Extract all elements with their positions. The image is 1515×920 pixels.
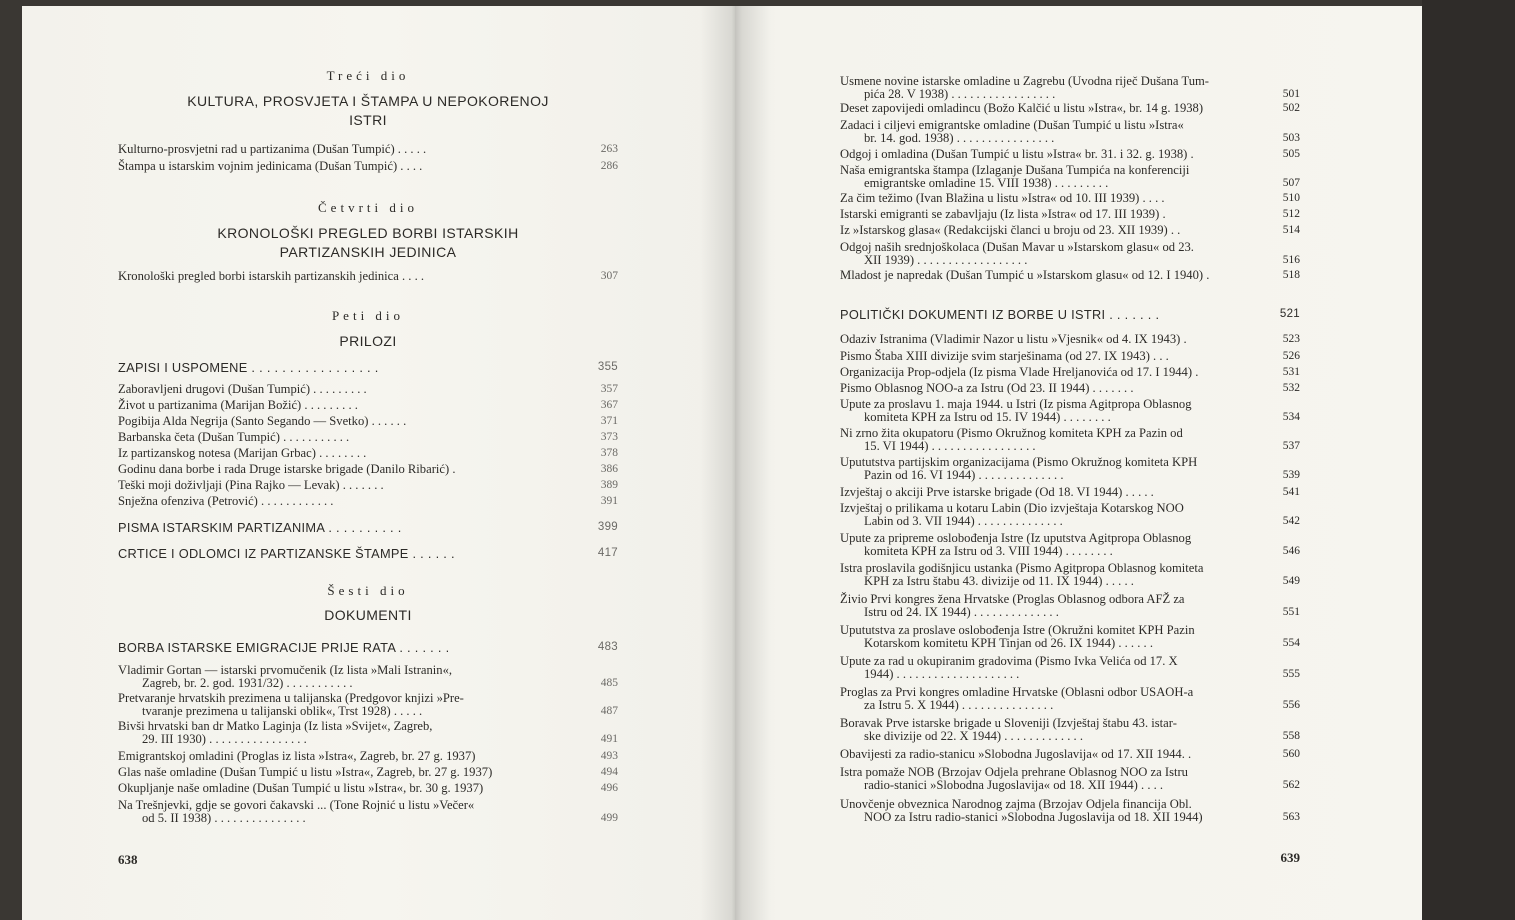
toc-entry bbox=[840, 766, 1300, 792]
toc-entry-text-cont: Kotarskom komitetu KPH Tinjan od 26. IX 1944) . . . . . . bbox=[864, 636, 1153, 650]
toc-entry-text-cont: 15. VI 1944) . . . . . . . . . . . . . . . . . bbox=[864, 439, 1036, 453]
toc-entry bbox=[118, 766, 618, 779]
toc-entry bbox=[840, 798, 1300, 824]
toc-entry bbox=[840, 624, 1300, 650]
toc-entry-text: Organizacija Prop-odjela (Iz pisma Vlade Hreljanovića od 17. I 1944) . bbox=[840, 365, 1199, 379]
toc-entry-text: Barbanska četa (Dušan Tumpić) . . . . . . . . . . . bbox=[118, 430, 350, 444]
toc-entry bbox=[118, 383, 618, 396]
toc-page-number: 560 bbox=[1282, 748, 1300, 760]
toc-page-number: 534 bbox=[1282, 411, 1300, 423]
toc-page-number: 263 bbox=[600, 143, 618, 155]
toc-entry-text-cont: za Istru 5. X 1944) . . . . . . . . . . . . . . . bbox=[864, 698, 1054, 712]
toc-page-number: 483 bbox=[597, 641, 618, 653]
toc-page-number: 286 bbox=[600, 160, 618, 172]
toc-entry bbox=[840, 208, 1300, 221]
toc-entry bbox=[840, 398, 1300, 424]
toc-entry-text: Život u partizanima (Marijan Božić) . . . . . . . . . bbox=[118, 398, 358, 412]
toc-page-number: 487 bbox=[600, 705, 618, 717]
toc-entry bbox=[118, 160, 618, 173]
left-page-folio: 638 bbox=[118, 852, 138, 867]
toc-entry-text: Bivši hrvatski ban dr Matko Laginja (Iz lista »Svijet«, Zagreb, bbox=[118, 719, 433, 733]
part4-title-line2: PARTIZANSKIH JEDINICA bbox=[279, 244, 457, 260]
toc-page-number: 357 bbox=[600, 383, 618, 395]
toc-page-number: 558 bbox=[1282, 730, 1300, 742]
toc-entry-text: Pretvaranje hrvatskih prezimena u talijanska (Predgovor knjizi »Pre- bbox=[118, 691, 464, 705]
toc-page-number: 307 bbox=[600, 270, 618, 282]
toc-entry bbox=[840, 502, 1300, 528]
toc-entry-text: Unovčenje obveznica Narodnog zajma (Brzojav Odjela financija Obl. bbox=[840, 797, 1192, 811]
toc-entry-text-cont: radio-stanici »Slobodna Jugoslavija« od 18. XII 1944) . . . . bbox=[864, 778, 1164, 792]
toc-page-number: 563 bbox=[1282, 811, 1300, 823]
toc-page-number: 531 bbox=[1282, 366, 1300, 378]
right-page-folio: 639 bbox=[1280, 850, 1300, 865]
toc-entry-text-cont: komiteta KPH za Istru od 15. IV 1944) . . . . . . . . bbox=[864, 410, 1111, 424]
toc-entry-text: Kronološki pregled borbi istarskih partizanskih jedinica . . . . bbox=[118, 269, 425, 283]
toc-page-number: 502 bbox=[1282, 102, 1300, 114]
toc-page-number: 554 bbox=[1282, 637, 1300, 649]
toc-entry bbox=[118, 447, 618, 460]
toc-page-number: 371 bbox=[600, 415, 618, 427]
toc-entry-text: Istra proslavila godišnjicu ustanka (Pismo Agitpropa Oblasnog komiteta bbox=[840, 561, 1204, 575]
toc-entry-text: Deset zapovijedi omladincu (Božo Kalčić u listu »Istra«, br. 14 g. 1938) bbox=[840, 101, 1204, 115]
toc-page-number: 532 bbox=[1282, 382, 1300, 394]
toc-entry-text: Živio Prvi kongres žena Hrvatske (Proglas Oblasnog odbora AFŽ za bbox=[840, 592, 1185, 606]
toc-entry-text: Upututstva za proslave oslobođenja Istre (Okružni komitet KPH Pazin bbox=[840, 623, 1195, 637]
toc-entry bbox=[118, 799, 618, 825]
toc-entry bbox=[840, 456, 1300, 482]
toc-entry bbox=[118, 415, 618, 428]
toc-entry bbox=[840, 382, 1300, 395]
toc-entry bbox=[118, 270, 618, 283]
part4-label: Četvrti dio bbox=[318, 200, 418, 215]
toc-entry bbox=[118, 664, 618, 690]
toc-entry bbox=[840, 269, 1300, 282]
toc-entry bbox=[840, 241, 1300, 267]
toc-entry-text-cont: Labin od 3. VII 1944) . . . . . . . . . . . . . . bbox=[864, 514, 1063, 528]
toc-entry-text: Odaziv Istranima (Vladimir Nazor u listu »Vjesnik« od 4. IX 1943) . bbox=[840, 332, 1187, 346]
toc-page-number: 523 bbox=[1282, 333, 1300, 345]
toc-entry-text: Štampa u istarskim vojnim jedinicama (Dušan Tumpić) . . . . bbox=[118, 159, 423, 173]
toc-entry-text-cont: NOO za Istru radio-stanici »Slobodna Jugoslavija od 18. XII 1944) bbox=[864, 810, 1203, 824]
toc-entry-text-cont: tvaranje prezimena u talijanski oblik«, Trst 1928) . . . . . bbox=[142, 704, 423, 718]
toc-entry-text: Izvještaj o akciji Prve istarske brigade (Od 18. VI 1944) . . . . . bbox=[840, 485, 1154, 499]
toc-entry-text-cont: ske divizije od 22. X 1944) . . . . . . . . . . . . . bbox=[864, 729, 1083, 743]
toc-section-heading bbox=[118, 361, 618, 374]
toc-entry-text-cont: Zagreb, br. 2. god. 1931/32) . . . . . . . . . . . bbox=[142, 676, 353, 690]
toc-entry-text: Pismo Štaba XIII divizije svim starješinama (od 27. IX 1943) . . . bbox=[840, 349, 1169, 363]
toc-page-number: 491 bbox=[600, 733, 618, 745]
part4-title-line1: KRONOLOŠKI PREGLED BORBI ISTARSKIH bbox=[217, 225, 519, 241]
toc-entry-text: Iz »Istarskog glasa« (Redakcijski članci u broju od 23. XII 1939) . . bbox=[840, 223, 1181, 237]
toc-entry-text-cont: komiteta KPH za Istru od 3. VIII 1944) . . . . . . . . bbox=[864, 544, 1113, 558]
toc-entry-text: Upututstva partijskim organizacijama (Pismo Okružnog komiteta KPH bbox=[840, 455, 1198, 469]
toc-page-number: 494 bbox=[600, 766, 618, 778]
toc-entry bbox=[840, 224, 1300, 237]
toc-entry-text: Naša emigrantska štampa (Izlaganje Dušana Tumpića na konferenciji bbox=[840, 163, 1190, 177]
part5-title: PRILOZI bbox=[339, 333, 397, 349]
toc-entry-text: Glas naše omladine (Dušan Tumpić u listu »Istra«, Zagreb, br. 27 g. 1937) bbox=[118, 765, 493, 779]
toc-entry-text-cont: XII 1939) . . . . . . . . . . . . . . . . . . bbox=[864, 253, 1028, 267]
toc-entry bbox=[840, 366, 1300, 379]
toc-entry-text-cont: 29. III 1930) . . . . . . . . . . . . . . . . bbox=[142, 732, 307, 746]
toc-entry bbox=[118, 692, 618, 718]
toc-entry bbox=[840, 686, 1300, 712]
toc-page-number: 539 bbox=[1282, 469, 1300, 481]
toc-page-number: 562 bbox=[1282, 779, 1300, 791]
toc-page-number: 496 bbox=[600, 782, 618, 794]
toc-entry bbox=[840, 192, 1300, 205]
toc-entry bbox=[118, 463, 618, 476]
toc-entry-text: Istarski emigranti se zabavljaju (Iz lista »Istra« od 17. III 1939) . bbox=[840, 207, 1166, 221]
toc-entry bbox=[840, 164, 1300, 190]
part3-title-line1: KULTURA, PROSVJETA I ŠTAMPA U NEPOKORENOJ bbox=[187, 93, 549, 109]
toc-entry-text-cont: emigrantske omladine 15. VIII 1938) . . . . . . . . . bbox=[864, 176, 1109, 190]
toc-entry-text: Istra pomaže NOB (Brzojav Odjela prehrane Oblasnog NOO za Istru bbox=[840, 765, 1188, 779]
toc-page-number: 526 bbox=[1282, 350, 1300, 362]
toc-entry-text: Mladost je napredak (Dušan Tumpić u »Istarskom glasu« od 12. I 1940) . bbox=[840, 268, 1210, 282]
toc-entry-text: Upute za rad u okupiranim gradovima (Pismo Ivka Velića od 17. X bbox=[840, 654, 1178, 668]
part3-title-line2: ISTRI bbox=[349, 112, 387, 128]
toc-page-number: 556 bbox=[1282, 699, 1300, 711]
toc-entry-text-cont: od 5. II 1938) . . . . . . . . . . . . . . . bbox=[142, 811, 306, 825]
toc-entry-text: Usmene novine istarske omladine u Zagrebu (Uvodna riječ Dušana Tum- bbox=[840, 74, 1209, 88]
toc-entry bbox=[840, 102, 1300, 115]
toc-page-number: 417 bbox=[597, 547, 618, 559]
toc-page-number: 499 bbox=[600, 812, 618, 824]
toc-page-number: 507 bbox=[1282, 177, 1300, 189]
toc-page-number: 518 bbox=[1282, 269, 1300, 281]
toc-page-number: 549 bbox=[1282, 575, 1300, 587]
toc-entry bbox=[118, 143, 618, 156]
toc-entry bbox=[840, 532, 1300, 558]
toc-entry-text: Odgoj i omladina (Dušan Tumpić u listu »Istra« br. 31. i 32. g. 1938) . bbox=[840, 147, 1194, 161]
toc-page-number: 541 bbox=[1282, 486, 1300, 498]
toc-page-number: 389 bbox=[600, 479, 618, 491]
toc-entry bbox=[840, 562, 1300, 588]
toc-page-number: 551 bbox=[1282, 606, 1300, 618]
toc-entry-text: Okupljanje naše omladine (Dušan Tumpić u listu »Istra«, br. 30 g. 1937) bbox=[118, 781, 484, 795]
toc-entry bbox=[840, 748, 1300, 761]
toc-entry bbox=[840, 655, 1300, 681]
toc-page-number: 399 bbox=[597, 521, 618, 533]
toc-entry-text: Emigrantskoj omladini (Proglas iz lista »Istra«, Zagreb, br. 27 g. 1937) bbox=[118, 749, 476, 763]
scan-background-edge bbox=[1422, 0, 1515, 920]
toc-entry bbox=[840, 148, 1300, 161]
part5-label: Peti dio bbox=[331, 308, 405, 323]
toc-entry bbox=[118, 431, 618, 444]
toc-entry bbox=[118, 479, 618, 492]
toc-page-number: 555 bbox=[1282, 668, 1300, 680]
part6-label: Šesti dio bbox=[327, 583, 409, 598]
toc-page-number: 386 bbox=[600, 463, 618, 475]
toc-entry-text-cont: br. 14. god. 1938) . . . . . . . . . . . . . . . . bbox=[864, 131, 1055, 145]
toc-entry-text: Vladimir Gortan — istarski prvomučenik (Iz lista »Mali Istranin«, bbox=[118, 663, 453, 677]
toc-entry-text: Zadaci i ciljevi emigrantske omladine (Dušan Tumpić u listu »Istra« bbox=[840, 118, 1184, 132]
toc-page-number: 516 bbox=[1282, 254, 1300, 266]
toc-entry bbox=[840, 717, 1300, 743]
toc-section-heading bbox=[840, 308, 1300, 321]
toc-entry-text: Proglas za Prvi kongres omladine Hrvatske (Oblasni odbor USAOH-a bbox=[840, 685, 1194, 699]
toc-entry-text: Ni zrno žita okupatoru (Pismo Okružnog komiteta KPH za Pazin od bbox=[840, 426, 1183, 440]
toc-page-number: 501 bbox=[1282, 88, 1300, 100]
toc-entry-text: Odgoj naših srednjoškolaca (Dušan Mavar u »Istarskom glasu« od 23. bbox=[840, 240, 1194, 254]
toc-section-heading bbox=[118, 547, 618, 560]
toc-entry bbox=[118, 750, 618, 763]
toc-page-number: 373 bbox=[600, 431, 618, 443]
toc-entry-text: Kulturno-prosvjetni rad u partizanima (Dušan Tumpić) . . . . . bbox=[118, 142, 427, 156]
toc-entry-text: Boravak Prve istarske brigade u Sloveniji (Izvještaj štabu 43. istar- bbox=[840, 716, 1177, 730]
toc-page-number: 503 bbox=[1282, 132, 1300, 144]
toc-page-number: 378 bbox=[600, 447, 618, 459]
toc-entry-text: Za čim težimo (Ivan Blažina u listu »Istra« od 10. III 1939) . . . . bbox=[840, 191, 1165, 205]
toc-entry-text: Zaboravljeni drugovi (Dušan Tumpić) . . . . . . . . . bbox=[118, 382, 367, 396]
toc-entry bbox=[840, 350, 1300, 363]
toc-entry-text: Pogibija Alda Negrija (Santo Segando — Svetko) . . . . . . bbox=[118, 414, 407, 428]
toc-section-text: CRTICE I ODLOMCI IZ PARTIZANSKE ŠTAMPE . . . . . . bbox=[118, 546, 455, 561]
toc-entry bbox=[840, 593, 1300, 619]
toc-entry bbox=[840, 427, 1300, 453]
toc-entry bbox=[840, 119, 1300, 145]
toc-entry-text-cont: pića 28. V 1938) . . . . . . . . . . . . . . . . . bbox=[864, 87, 1056, 101]
toc-page-number: 521 bbox=[1279, 308, 1300, 320]
toc-section-heading bbox=[118, 521, 618, 534]
toc-entry-text: Upute za pripreme oslobođenja Istre (Iz uputstva Agitpropa Oblasnog bbox=[840, 531, 1192, 545]
left-page bbox=[22, 6, 735, 920]
toc-page-number: 514 bbox=[1282, 224, 1300, 236]
toc-page-number: 367 bbox=[600, 399, 618, 411]
toc-entry-text: Obavijesti za radio-stanicu »Slobodna Jugoslavija« od 17. XII 1944. . bbox=[840, 747, 1192, 761]
toc-entry-text: Iz partizanskog notesa (Marijan Grbac) . . . . . . . . bbox=[118, 446, 367, 460]
toc-entry-text: Snježna ofenziva (Petrović) . . . . . . . . . . . . bbox=[118, 494, 334, 508]
toc-section-text: POLITIČKI DOKUMENTI IZ BORBE U ISTRI . . . . . . . bbox=[840, 307, 1160, 322]
toc-page-number: 542 bbox=[1282, 515, 1300, 527]
toc-entry-text: Pismo Oblasnog NOO-a za Istru (Od 23. II 1944) . . . . . . . bbox=[840, 381, 1134, 395]
toc-entry-text: Upute za proslavu 1. maja 1944. u Istri (Iz pisma Agitpropa Oblasnog bbox=[840, 397, 1192, 411]
toc-section-text: ZAPISI I USPOMENE . . . . . . . . . . . . . . . . . bbox=[118, 360, 379, 375]
toc-entry-text: Izvještaj o prilikama u kotaru Labin (Dio izvještaja Kotarskog NOO bbox=[840, 501, 1184, 515]
toc-entry bbox=[840, 333, 1300, 346]
toc-section-text: BORBA ISTARSKE EMIGRACIJE PRIJE RATA . . . . . . . bbox=[118, 640, 450, 655]
toc-entry-text-cont: Pazin od 16. VI 1944) . . . . . . . . . . . . . . bbox=[864, 468, 1064, 482]
toc-section-heading bbox=[118, 641, 618, 654]
toc-page-number: 355 bbox=[597, 361, 618, 373]
toc-entry-text: Teški moji doživljaji (Pina Rajko — Levak) . . . . . . . bbox=[118, 478, 384, 492]
toc-entry-text-cont: KPH za Istru štabu 43. divizije od 11. IX 1944) . . . . . bbox=[864, 574, 1134, 588]
toc-page-number: 493 bbox=[600, 750, 618, 762]
toc-entry bbox=[840, 486, 1300, 499]
toc-entry bbox=[118, 720, 618, 746]
toc-entry bbox=[118, 782, 618, 795]
toc-page-number: 510 bbox=[1282, 192, 1300, 204]
right-page bbox=[735, 6, 1422, 920]
toc-page-number: 546 bbox=[1282, 545, 1300, 557]
toc-page-number: 512 bbox=[1282, 208, 1300, 220]
part3-label: Treći dio bbox=[326, 68, 410, 83]
toc-entry bbox=[118, 495, 618, 508]
toc-page-number: 485 bbox=[600, 677, 618, 689]
toc-page-number: 391 bbox=[600, 495, 618, 507]
toc-page-number: 505 bbox=[1282, 148, 1300, 160]
part6-title: DOKUMENTI bbox=[324, 607, 412, 623]
toc-entry-text: Godinu dana borbe i rada Druge istarske brigade (Danilo Ribarić) . bbox=[118, 462, 456, 476]
toc-entry-text-cont: Istru od 24. IX 1944) . . . . . . . . . . . . . . bbox=[864, 605, 1059, 619]
toc-entry-text: Na Trešnjevki, gdje se govori čakavski ... (Tone Rojnić u listu »Večer« bbox=[118, 798, 475, 812]
toc-entry bbox=[840, 75, 1300, 101]
toc-entry bbox=[118, 399, 618, 412]
toc-page-number: 537 bbox=[1282, 440, 1300, 452]
toc-section-text: PISMA ISTARSKIM PARTIZANIMA . . . . . . . . . . bbox=[118, 520, 402, 535]
toc-entry-text-cont: 1944) . . . . . . . . . . . . . . . . . . . . bbox=[864, 667, 1020, 681]
